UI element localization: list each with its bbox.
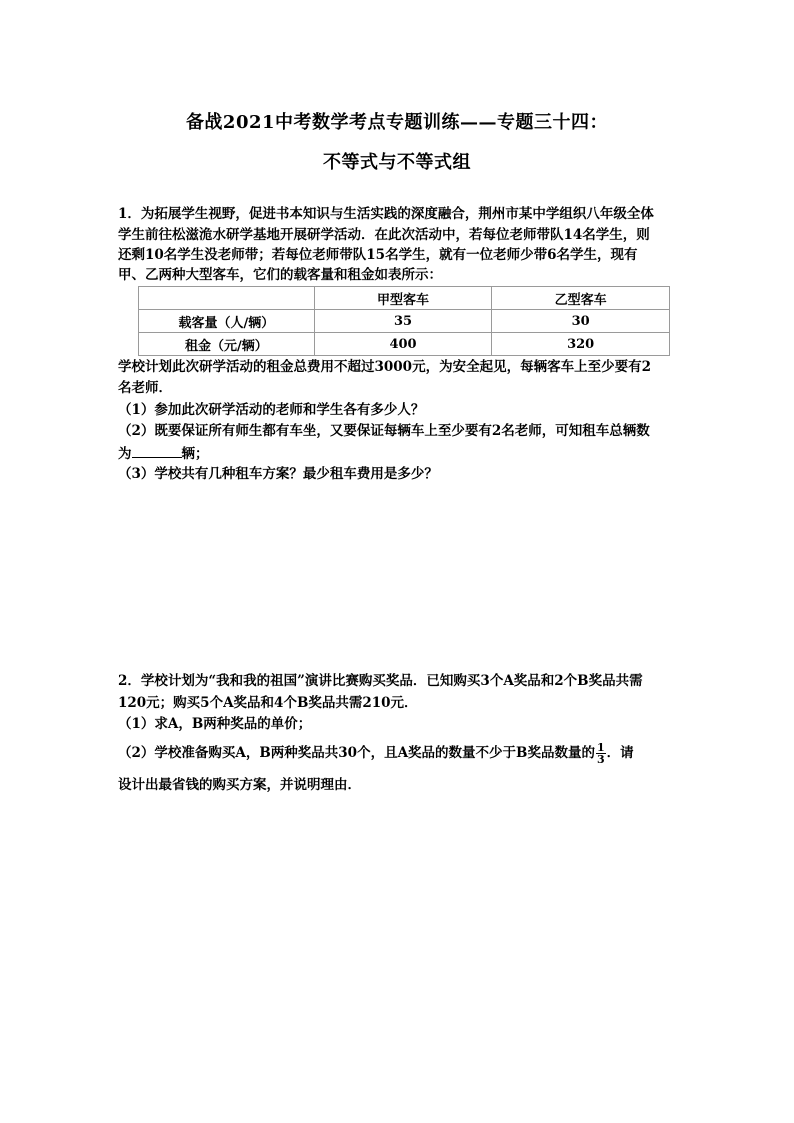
q2-part-1: （1）求A，B两种奖品的单价； — [118, 716, 312, 732]
q2-part-2-line-2: 设计出最省钱的购买方案，并说明理由． — [118, 777, 361, 793]
q1-after-line-2: 名老师． — [118, 380, 172, 396]
answer-blank — [132, 443, 182, 458]
q1-part-2-prefix: 为 — [118, 446, 132, 462]
table-row — [139, 333, 670, 356]
table-cell: 30 — [492, 310, 670, 333]
q1-part-2-line-2 — [118, 443, 678, 463]
table-cell: 320 — [492, 333, 670, 356]
q1-part-2-suffix: 辆； — [181, 446, 209, 462]
table-cell: 400 — [314, 333, 492, 356]
table-row-label: 租金（元/辆） — [139, 333, 315, 356]
table-cell: 35 — [314, 310, 492, 333]
document-title: 备战2021中考数学考点专题训练——专题三十四： — [185, 112, 609, 133]
table-cell — [139, 287, 315, 310]
table-header-type-a: 甲型客车 — [314, 287, 492, 310]
one-third-fraction — [596, 742, 606, 765]
q1-part-3: （3）学校共有几种租车方案？最少租车费用是多少？ — [118, 466, 438, 482]
table-header-type-b: 乙型客车 — [492, 287, 670, 310]
q1-part-1: （1）参加此次研学活动的老师和学生各有多少人？ — [118, 402, 425, 418]
q1-line-4: 甲、乙两种大型客车，它们的载客量和租金如表所示： — [118, 267, 442, 283]
q1-line-1: 1．为拓展学生视野，促进书本知识与生活实践的深度融合，荆州市某中学组织八年级全体 — [118, 206, 654, 222]
q2-line-1: 2．学校计划为“我和我的祖国”演讲比赛购买奖品．已知购买3个A奖品和2个B奖品共需 — [118, 673, 643, 689]
q2-part-2-suffix: ．请 — [606, 745, 634, 761]
q1-part-2-line-1: （2）既要保证所有师生都有车坐，又要保证每辆车上至少要有2名老师，可知租车总辆数 — [118, 423, 650, 439]
table-row-label: 载客量（人/辆） — [139, 310, 315, 333]
bus-info-table — [138, 286, 670, 356]
q2-part-2-prefix: （2）学校准备购买A，B两种奖品共30个，且A奖品的数量不少于B奖品数量的 — [118, 745, 595, 761]
fraction-numerator: 1 — [596, 741, 605, 754]
table-row — [139, 310, 670, 333]
table-header-row — [139, 287, 670, 310]
q1-line-2: 学生前往松滋洈水研学基地开展研学活动．在此次活动中，若每位老师带队14名学生，则 — [118, 227, 650, 243]
q1-line-3: 还剩10名学生没老师带；若每位老师带队15名学生，就有一位老师少带6名学生，现有 — [118, 247, 638, 263]
fraction-denominator: 3 — [596, 753, 605, 766]
q1-after-line-1: 学校计划此次研学活动的租金总费用不超过3000元，为安全起见，每辆客车上至少要有2 — [118, 359, 651, 375]
q2-part-2-line-1 — [118, 742, 678, 765]
q2-line-2: 120元；购买5个A奖品和4个B奖品共需210元． — [118, 695, 418, 711]
document-subtitle: 不等式与不等式组 — [323, 152, 471, 173]
